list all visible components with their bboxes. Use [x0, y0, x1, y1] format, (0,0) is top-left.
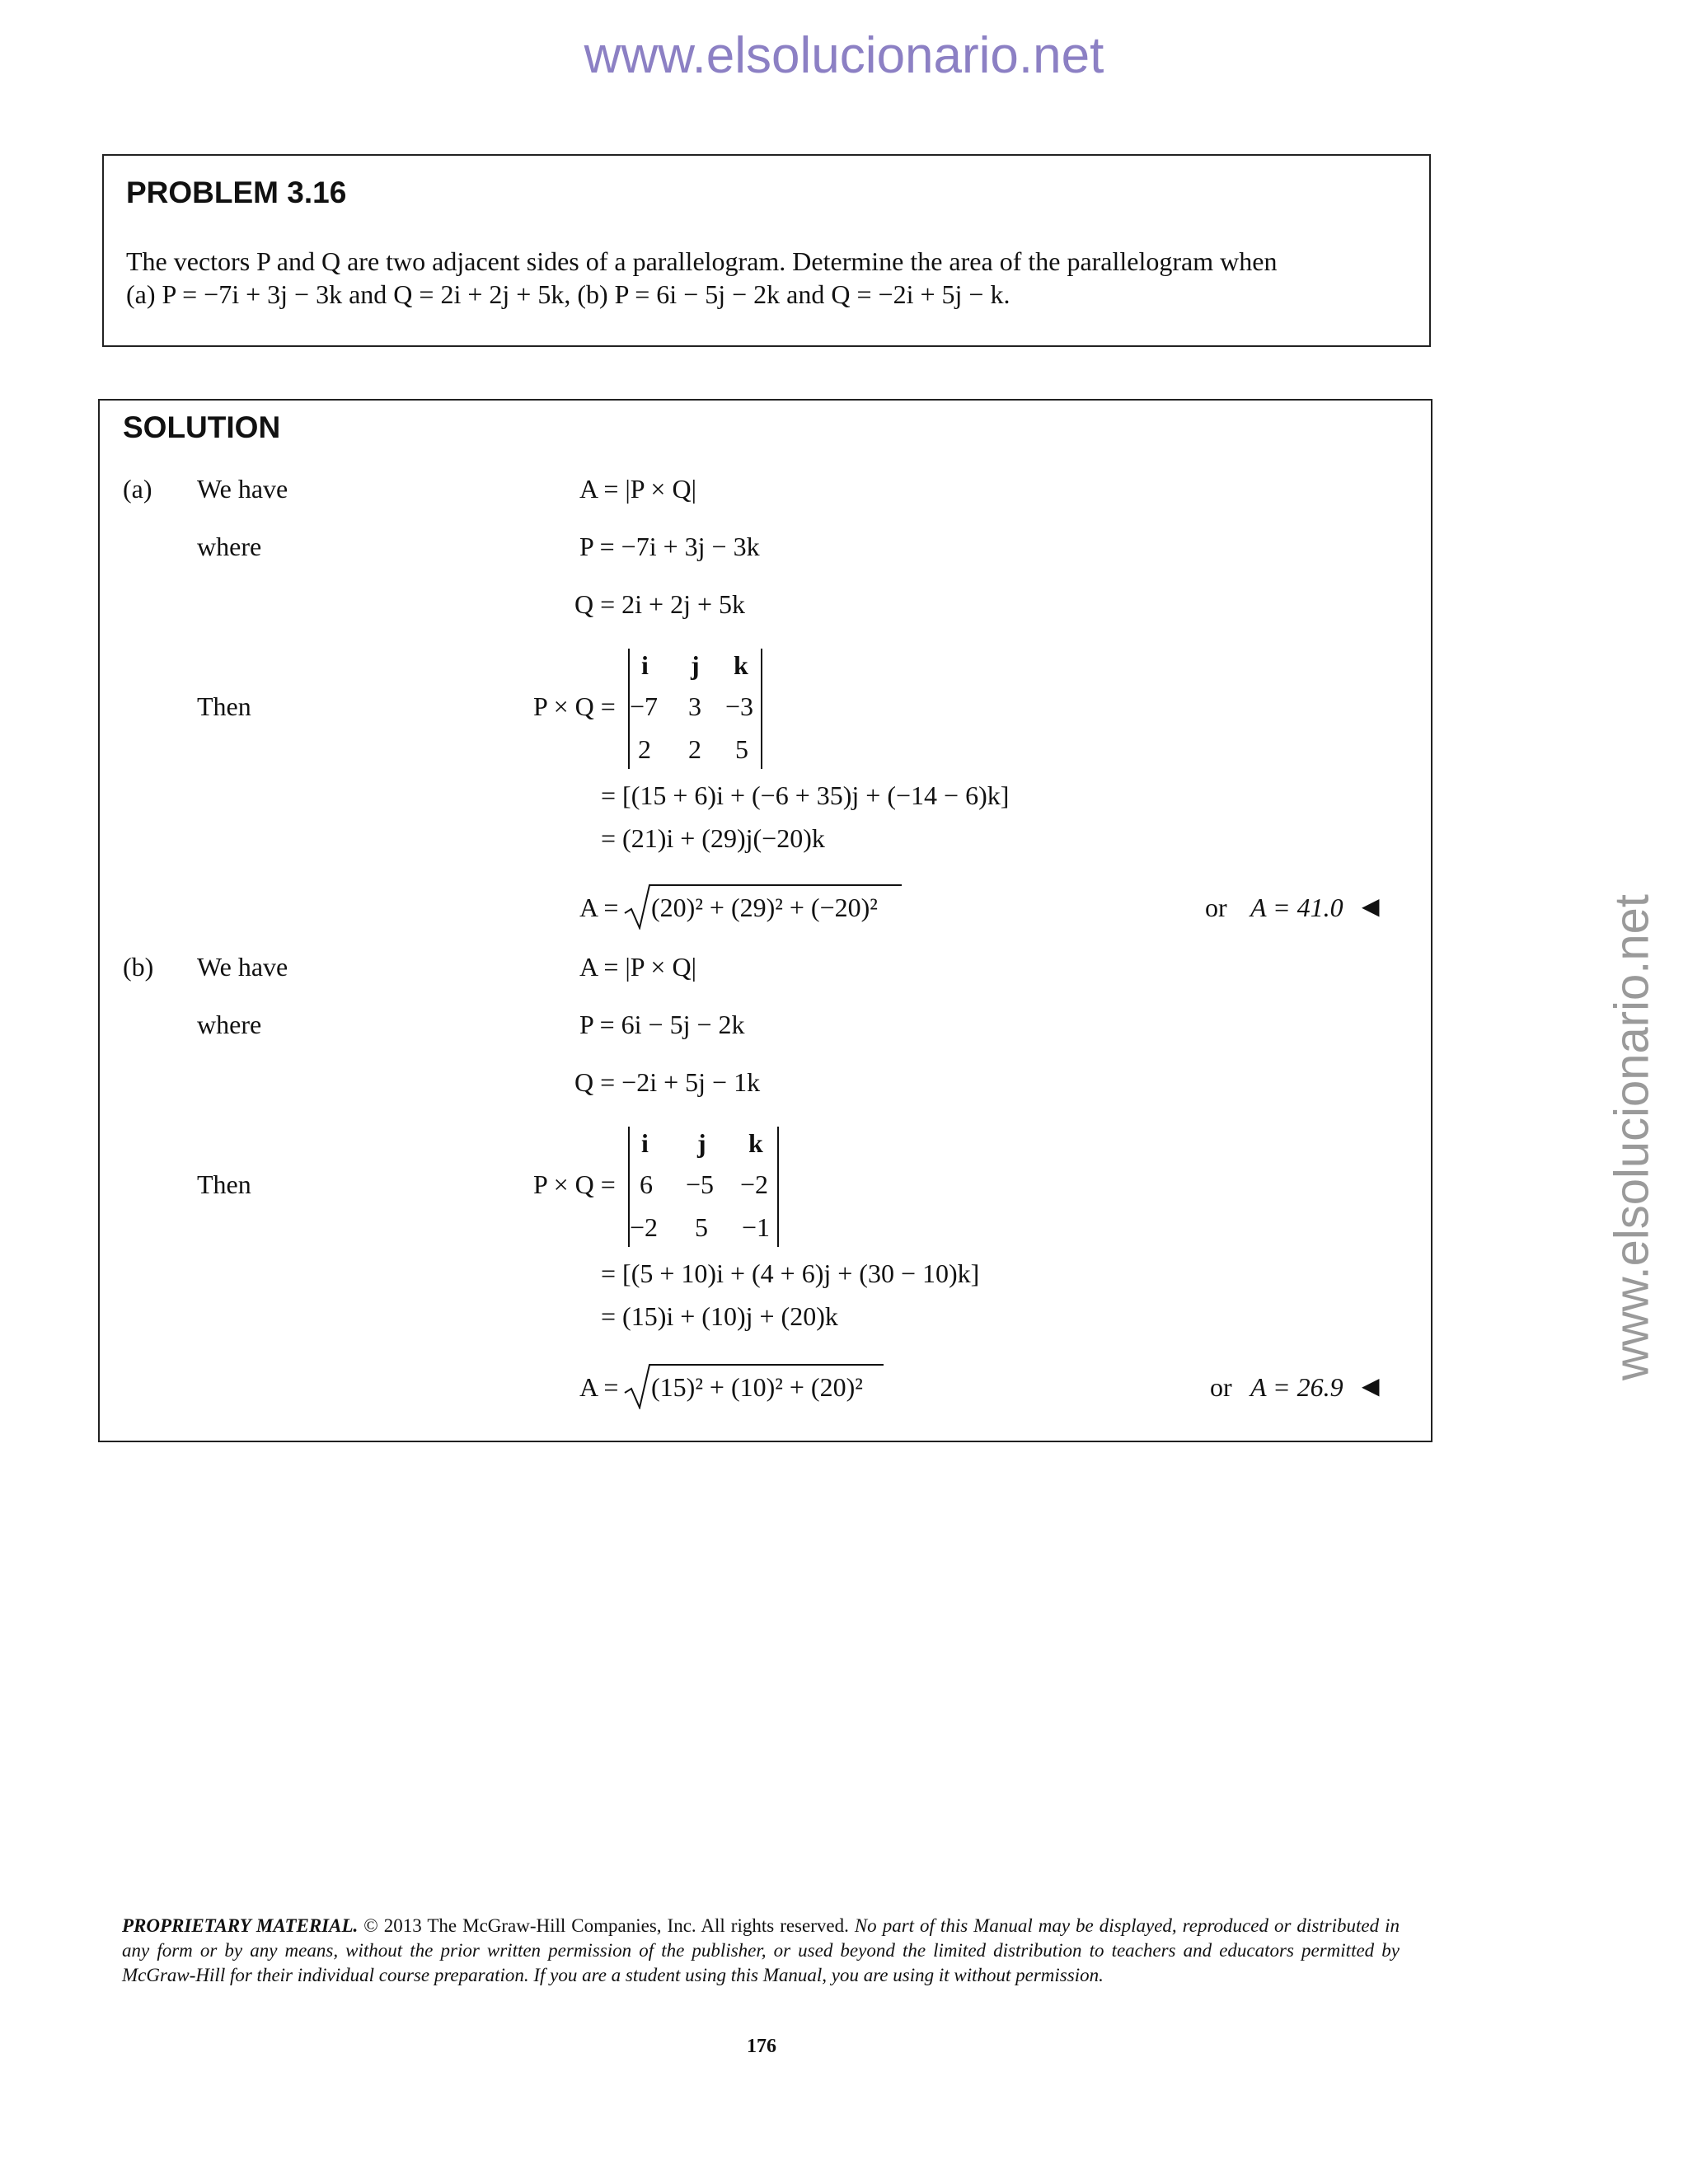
part-b-result: A = 26.9: [1250, 1372, 1343, 1402]
part-b-matrix-r1c0: 6: [640, 1169, 653, 1199]
part-b-matrix-r2c2: −1: [742, 1212, 771, 1242]
footer-plain: © 2013 The McGraw-Hill Companies, Inc. All rights reserved.: [358, 1915, 855, 1936]
part-b-step1: = [(5 + 10)i + (4 + 6)j + (30 − 10)k]: [601, 1258, 980, 1288]
part-b-label: (b): [123, 952, 154, 982]
part-b-vector-p: P = 6i − 5j − 2k: [579, 1010, 745, 1039]
answer-marker-icon: ◀: [1362, 893, 1380, 920]
part-a-matrix-r2c0: 2: [638, 734, 651, 764]
part-b-matrix-r2c1: 5: [695, 1212, 708, 1242]
answer-marker-icon: ◀: [1362, 1372, 1380, 1399]
page-number: 176: [747, 2036, 776, 2057]
part-b-then: Then: [197, 1169, 251, 1199]
part-a-cross-lhs: P × Q =: [533, 691, 616, 721]
part-a-label: (a): [123, 474, 152, 504]
part-a-matrix-r0c2: k: [734, 650, 748, 680]
part-b-we-have: We have: [197, 952, 288, 982]
part-a-step1: = [(15 + 6)i + (−6 + 35)j + (−14 − 6)k]: [601, 780, 1010, 810]
part-a-area-lhs: A =: [579, 893, 619, 922]
part-a-or: or: [1205, 893, 1227, 922]
part-b-matrix-r1c1: −5: [686, 1169, 715, 1199]
footer-italic: No part of this Manual may be displayed, reproduced or distributed in any form or by any means, without the prior written permission of the publisher, or used beyond the limited distribution to teachers and educators permitted by McGraw-Hill for their individual course preparation. If you are a student using this Manual, you are using it without permission.: [122, 1915, 1400, 1985]
part-b-cross-lhs: P × Q =: [533, 1169, 616, 1199]
part-a-matrix-r2c2: 5: [735, 734, 748, 764]
part-a-result: A = 41.0: [1250, 893, 1343, 922]
part-a-matrix-r2c1: 2: [688, 734, 701, 764]
part-a-vector-p: P = −7i + 3j − 3k: [579, 532, 760, 561]
part-b-area-radicand: (15)² + (10)² + (20)²: [651, 1372, 863, 1402]
part-a-vector-q: Q = 2i + 2j + 5k: [574, 589, 746, 619]
footer-lead: PROPRIETARY MATERIAL.: [122, 1915, 359, 1936]
watermark-top[interactable]: www.elsolucionario.net: [584, 27, 1104, 84]
problem-heading: PROBLEM 3.16: [126, 176, 347, 209]
part-a-we-have: We have: [197, 474, 288, 504]
part-b-step2: = (15)i + (10)j + (20)k: [601, 1301, 838, 1331]
part-b-area-lhs: A =: [579, 1372, 619, 1402]
copyright-notice: [122, 1914, 1400, 1988]
part-b-or: or: [1210, 1372, 1232, 1402]
part-b-matrix-r0c2: k: [748, 1128, 763, 1158]
part-b-matrix-r0c1: j: [697, 1128, 706, 1158]
part-b-determinant-right-bar: [777, 1127, 779, 1247]
part-b-where: where: [197, 1010, 262, 1039]
problem-statement-line2: (a) P = −7i + 3j − 3k and Q = 2i + 2j + 5k, (b) P = 6i − 5j − 2k and Q = −2i + 5j − k.: [126, 279, 1010, 309]
part-a-matrix-r1c0: −7: [630, 691, 659, 721]
part-a-step2: = (21)i + (29)j(−20)k: [601, 823, 825, 853]
part-b-matrix-r1c2: −2: [740, 1169, 769, 1199]
part-a-then: Then: [197, 691, 251, 721]
part-a-determinant-right-bar: [761, 649, 762, 769]
part-a-where: where: [197, 532, 262, 561]
part-b-matrix-r2c0: −2: [630, 1212, 659, 1242]
part-a-matrix-r1c1: 3: [688, 691, 701, 721]
part-a-area-radicand: (20)² + (29)² + (−20)²: [651, 893, 878, 922]
solution-heading: SOLUTION: [123, 410, 281, 444]
part-b-area-definition: A = |P × Q|: [579, 952, 696, 982]
part-a-matrix-r0c0: i: [641, 650, 649, 680]
part-a-matrix-r1c2: −3: [725, 691, 754, 721]
part-b-vector-q: Q = −2i + 5j − 1k: [574, 1067, 761, 1097]
problem-statement-line1: The vectors P and Q are two adjacent sides of a parallelogram. Determine the area of the parallelogram when: [126, 246, 1278, 276]
part-a-matrix-r0c1: j: [691, 650, 700, 680]
part-b-matrix-r0c0: i: [641, 1128, 649, 1158]
part-a-area-definition: A = |P × Q|: [579, 474, 696, 504]
watermark-side: www.elsolucionario.net: [1605, 894, 1659, 1380]
